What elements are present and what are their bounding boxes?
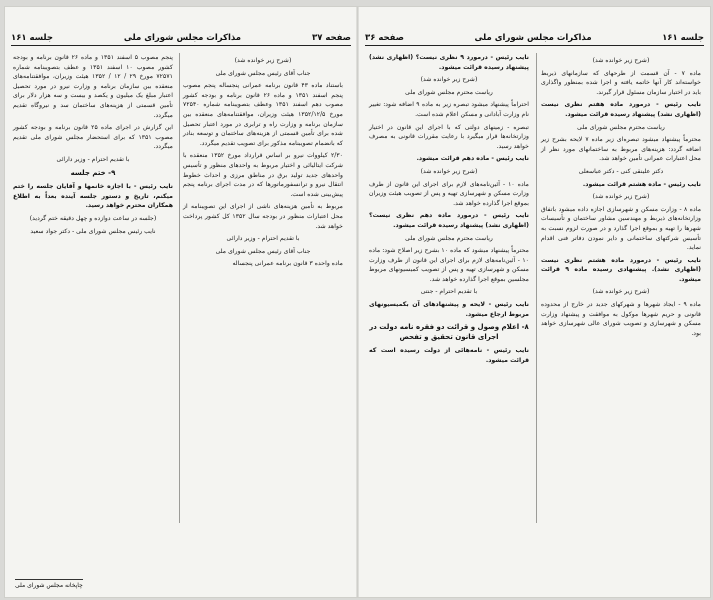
paragraph: پنجم مصوب ۵ اسفند ۱۳۵۱ و ماده ۲۶ قانون برنامه و بودجه کشور مصوب ۱۰ اسفند ۱۳۵۱ و عطف بتصویبنامه شماره ۷۲۵۷۱ مورخ ۲۹ / ۱۲ / ۱۳۵۲ هیئت وزیران، موافقتنامه‌های منعقده بین سازمان برنامه و وزارت نیرو در مورد تحصیل اعتبار مبلغ یک میلیون و یکصد و بیست و سه هزار دلار برای تأمین قسمتی از هزینه‌های ساختمان سد و نیروگاه تقدیم میگردد. <box>13 54 173 119</box>
paragraph: با تقدیم احترام - وزیر دارائی <box>56 155 130 163</box>
paragraph: (جلسه در ساعت دوازده و چهل دقیقه ختم گردید) <box>29 214 157 222</box>
left-page-header <box>11 31 351 46</box>
paragraph: نایب رئیس مجلس شورای ملی - دکتر جواد سعید <box>30 227 156 235</box>
paragraph: ریاست محترم مجلس شورای ملی <box>405 234 493 242</box>
paragraph: جناب آقای رئیس مجلس شورای ملی <box>215 69 311 77</box>
left-page-number: صفحه ۳۷ <box>312 33 351 43</box>
paragraph: ماده ۱۰ - آئین‌نامه‌های لازم برای اجرای این قانون از طرف وزارت مسکن و شهرسازی تهیه و پس از تصویب هیئت وزیران بموقع اجرا گذارده خواهد شد. <box>369 180 529 207</box>
paragraph: (شرح زیر خوانده شد) <box>234 57 292 64</box>
left-page-session: جلسه ۱۶۱ <box>11 33 53 43</box>
paragraph: باستناد ماده ۴۳ قانون برنامه عمرانی پنجساله پنجم مصوب پنجم اسفند ۱۳۵۱ و ماده ۲۶ قانون برنامه و بودجه کشور مصوب دهم اسفند ۱۳۵۱ وعطف بتصویبنامه شماره ۷۲۵۴۰ مورخ ۱۳۵۲/۱۲/۵ هیئت وزیران، موافقتنامه‌های منعقده بین سازمان برنامه و وزارت راه و ترابری در مورد اعتبار تحصیل شده برای تأمین قسمتی از هزینه‌های ساختمان و توسعه بنادر که بانضمام تصویبنامه مذکور برای تصویب تقدیم میگردد. <box>183 82 344 147</box>
paragraph: (شرح زیر خوانده شد) <box>592 288 650 296</box>
paragraph: نایب رئیس - نامه‌هائی از دولت رسیده است که قرائت میشود. <box>369 347 529 365</box>
paragraph: احتراماً پیشنهاد میشود تبصره زیر به ماده ۹ اضافه شود: تغییر نام وزارت آبادانی و مسکن اعلام شده است. <box>369 101 529 118</box>
left-page-right-column <box>183 53 343 272</box>
paragraph: با تقدیم احترام - جنتی <box>420 288 478 296</box>
paragraph: ماده ۷ - آن قسمت از طرحهای که سازمانهای ذیربط خواسته‌اند کار آنها خاتمه یافته و اجرا شده بمنظور واگذاری باید در اختیار سازمان مسئول قرار گیرند. <box>541 69 702 96</box>
paragraph: نایب رئیس - لایحه و پیشنهادهای آن بکمیسیونهای مربوط ارجاع میشود. <box>369 301 529 318</box>
column-divider <box>179 53 180 523</box>
paragraph: محترماً پیشنهاد میشود که ماده ۱۰ بشرح زیر اصلاح شود: ماده ۱۰ - آئین‌نامه‌های لازم برای اجرای این قانون از طرف وزارت مسکن و شهرسازی تهیه و پس از تصویب کمیسیونهای مربوط مجلسین بموقع اجرا گذارده خواهد شد. <box>369 247 529 283</box>
paragraph: ماده واحده ۳ قانون برنامه عمرانی پنجساله <box>232 260 343 268</box>
right-page-title: مذاکرات مجلس شورای ملی <box>474 33 592 43</box>
right-page-left-column <box>369 53 529 369</box>
paragraph: ریاست محترم مجلس شورای ملی <box>577 123 665 131</box>
paragraph: مربوط به تأمین هزینه‌های ناشی از اجرای این تصویبنامه از محل اعتبارات منظور در بودجه سال ۱۳۵۲ کل کشور پرداخت خواهد شد. <box>183 203 343 230</box>
paragraph: نایب رئیس - با اجازه خانمها و آقایان جلسه را ختم میکنم، تاریخ و دستور جلسه آینده بعداً به اطلاع همکاران محترم خواهد رسید. <box>13 183 173 210</box>
printer-footer: چاپخانه مجلس شورای ملی <box>15 579 83 589</box>
left-page <box>5 7 357 597</box>
right-page-header <box>365 31 704 46</box>
right-page <box>359 7 710 597</box>
left-page-title: مذاکرات مجلس شورای ملی <box>123 33 242 43</box>
paragraph: با تقدیم احترام - وزیر دارائی <box>226 235 300 243</box>
paragraph: محترماً پیشنهاد میشود تبصره‌ای زیر ماده ۷ لایحه بشرح زیر اضافه گردد: هزینه‌های مربوط به ساختمانهای مورد نظر از محل اعتبارات عمرانی تأمین خواهد شد. <box>541 136 701 163</box>
paragraph: (شرح زیر خوانده شد) <box>420 76 478 84</box>
paragraph: ۲/۳۰ کیلووات نیرو بر اساس قرارداد مورخ ۱۳۵۲ منعقده با شرکت ایتالیائی و اختیار مربوط به واحدهای منظور و تأسیس واحدهای جدید تولید برق در مناطق مرزی و احداث خطوط انتقال نیرو و ترانسفورماتورها که در مدت اجرای برنامه پنجم پیش‌بینی شده است. <box>183 152 343 198</box>
paragraph: ماده ۸ - وزارت مسکن و شهرسازی اجازه داده میشود باتفاق وزارتخانه‌های ذیربط و مهندسین مشاور ساختمان و تأسیسات شهرها را تهیه و بموقع اجرا گذارد و در صورت لزوم نسبت به تأسیس شرکتهای ساختمانی و دایر نمودن دفاتر فنی اقدام نماید. <box>541 205 702 252</box>
document-scan <box>4 6 711 598</box>
paragraph: نایب رئیس - درمورد ماده دهم نظری نیست؟ (اظهاری نشد) پیشنهاد رسیده قرائت میشود. <box>369 212 529 229</box>
left-page-left-column <box>13 53 173 239</box>
paragraph: نایب رئیس - درمورد ماده هشتم نظری نیست (اظهاری نشد). پیشنهادی رسیده ماده ۹ قرائت میشود. <box>541 256 701 283</box>
paragraph: نایب رئیس - ماده دهم قرائت میشود. <box>416 155 529 163</box>
paragraph: (شرح زیر خوانده شد) <box>592 57 650 64</box>
right-page-session: جلسه ۱۶۱ <box>662 33 704 43</box>
section-heading: ۹- ختم جلسه <box>70 168 116 177</box>
right-page-right-column <box>541 53 701 341</box>
paragraph: تبصره - زمینهای دولتی که با اجرای این قانون در اختیار وزارتخانه‌ها قرار میگیرد با رعایت مقررات قانونی به مصرف خواهد رسید. <box>369 123 529 150</box>
paragraph: این گزارش در اجرای ماده ۲۵ قانون برنامه و بودجه کشور مصوب ۱۳۵۱ که برای استحضار مجلس شورای ملی تقدیم میگردد. <box>13 124 174 151</box>
paragraph: نایب رئیس - درمورد ماده هفتم نظری نیست (اظهاری نشد) پیشنهاد رسیده قرائت میشود. <box>541 101 701 118</box>
paragraph: (شرح زیر خوانده شد) <box>420 167 478 175</box>
right-page-number: صفحه ۳۶ <box>365 33 404 43</box>
column-divider <box>536 53 537 523</box>
paragraph: جناب آقای رئیس مجلس شورای ملی <box>215 247 311 255</box>
paragraph: نایب رئیس - ماده هشتم قرائت میشود. <box>582 180 701 188</box>
section-heading: ۸- اعلام وصول و قرائت دو فقره نامه دولت در اجرای قانون تحقیق و تفحص <box>369 323 529 341</box>
paragraph: دکتر علینقی کنی - دکتر عباسعلی <box>578 167 664 175</box>
paragraph: نایب رئیس - درمورد ۹ نظری نیست؟ (اظهاری نشد) پیشنهاد رسیده قرائت میشود. <box>369 54 529 71</box>
paragraph: ریاست محترم مجلس شورای ملی <box>405 88 493 96</box>
paragraph: ماده ۹ - ایجاد شهرها و شهرکهای جدید در خارج از محدوده قانونی و حریم شهرها موکول به موافقت و پیشنهاد وزارت مسکن و شهرسازی و تصویب شورای عالی شهرسازی خواهد بود. <box>541 301 701 337</box>
paragraph: (شرح زیر خوانده شد) <box>592 193 650 201</box>
